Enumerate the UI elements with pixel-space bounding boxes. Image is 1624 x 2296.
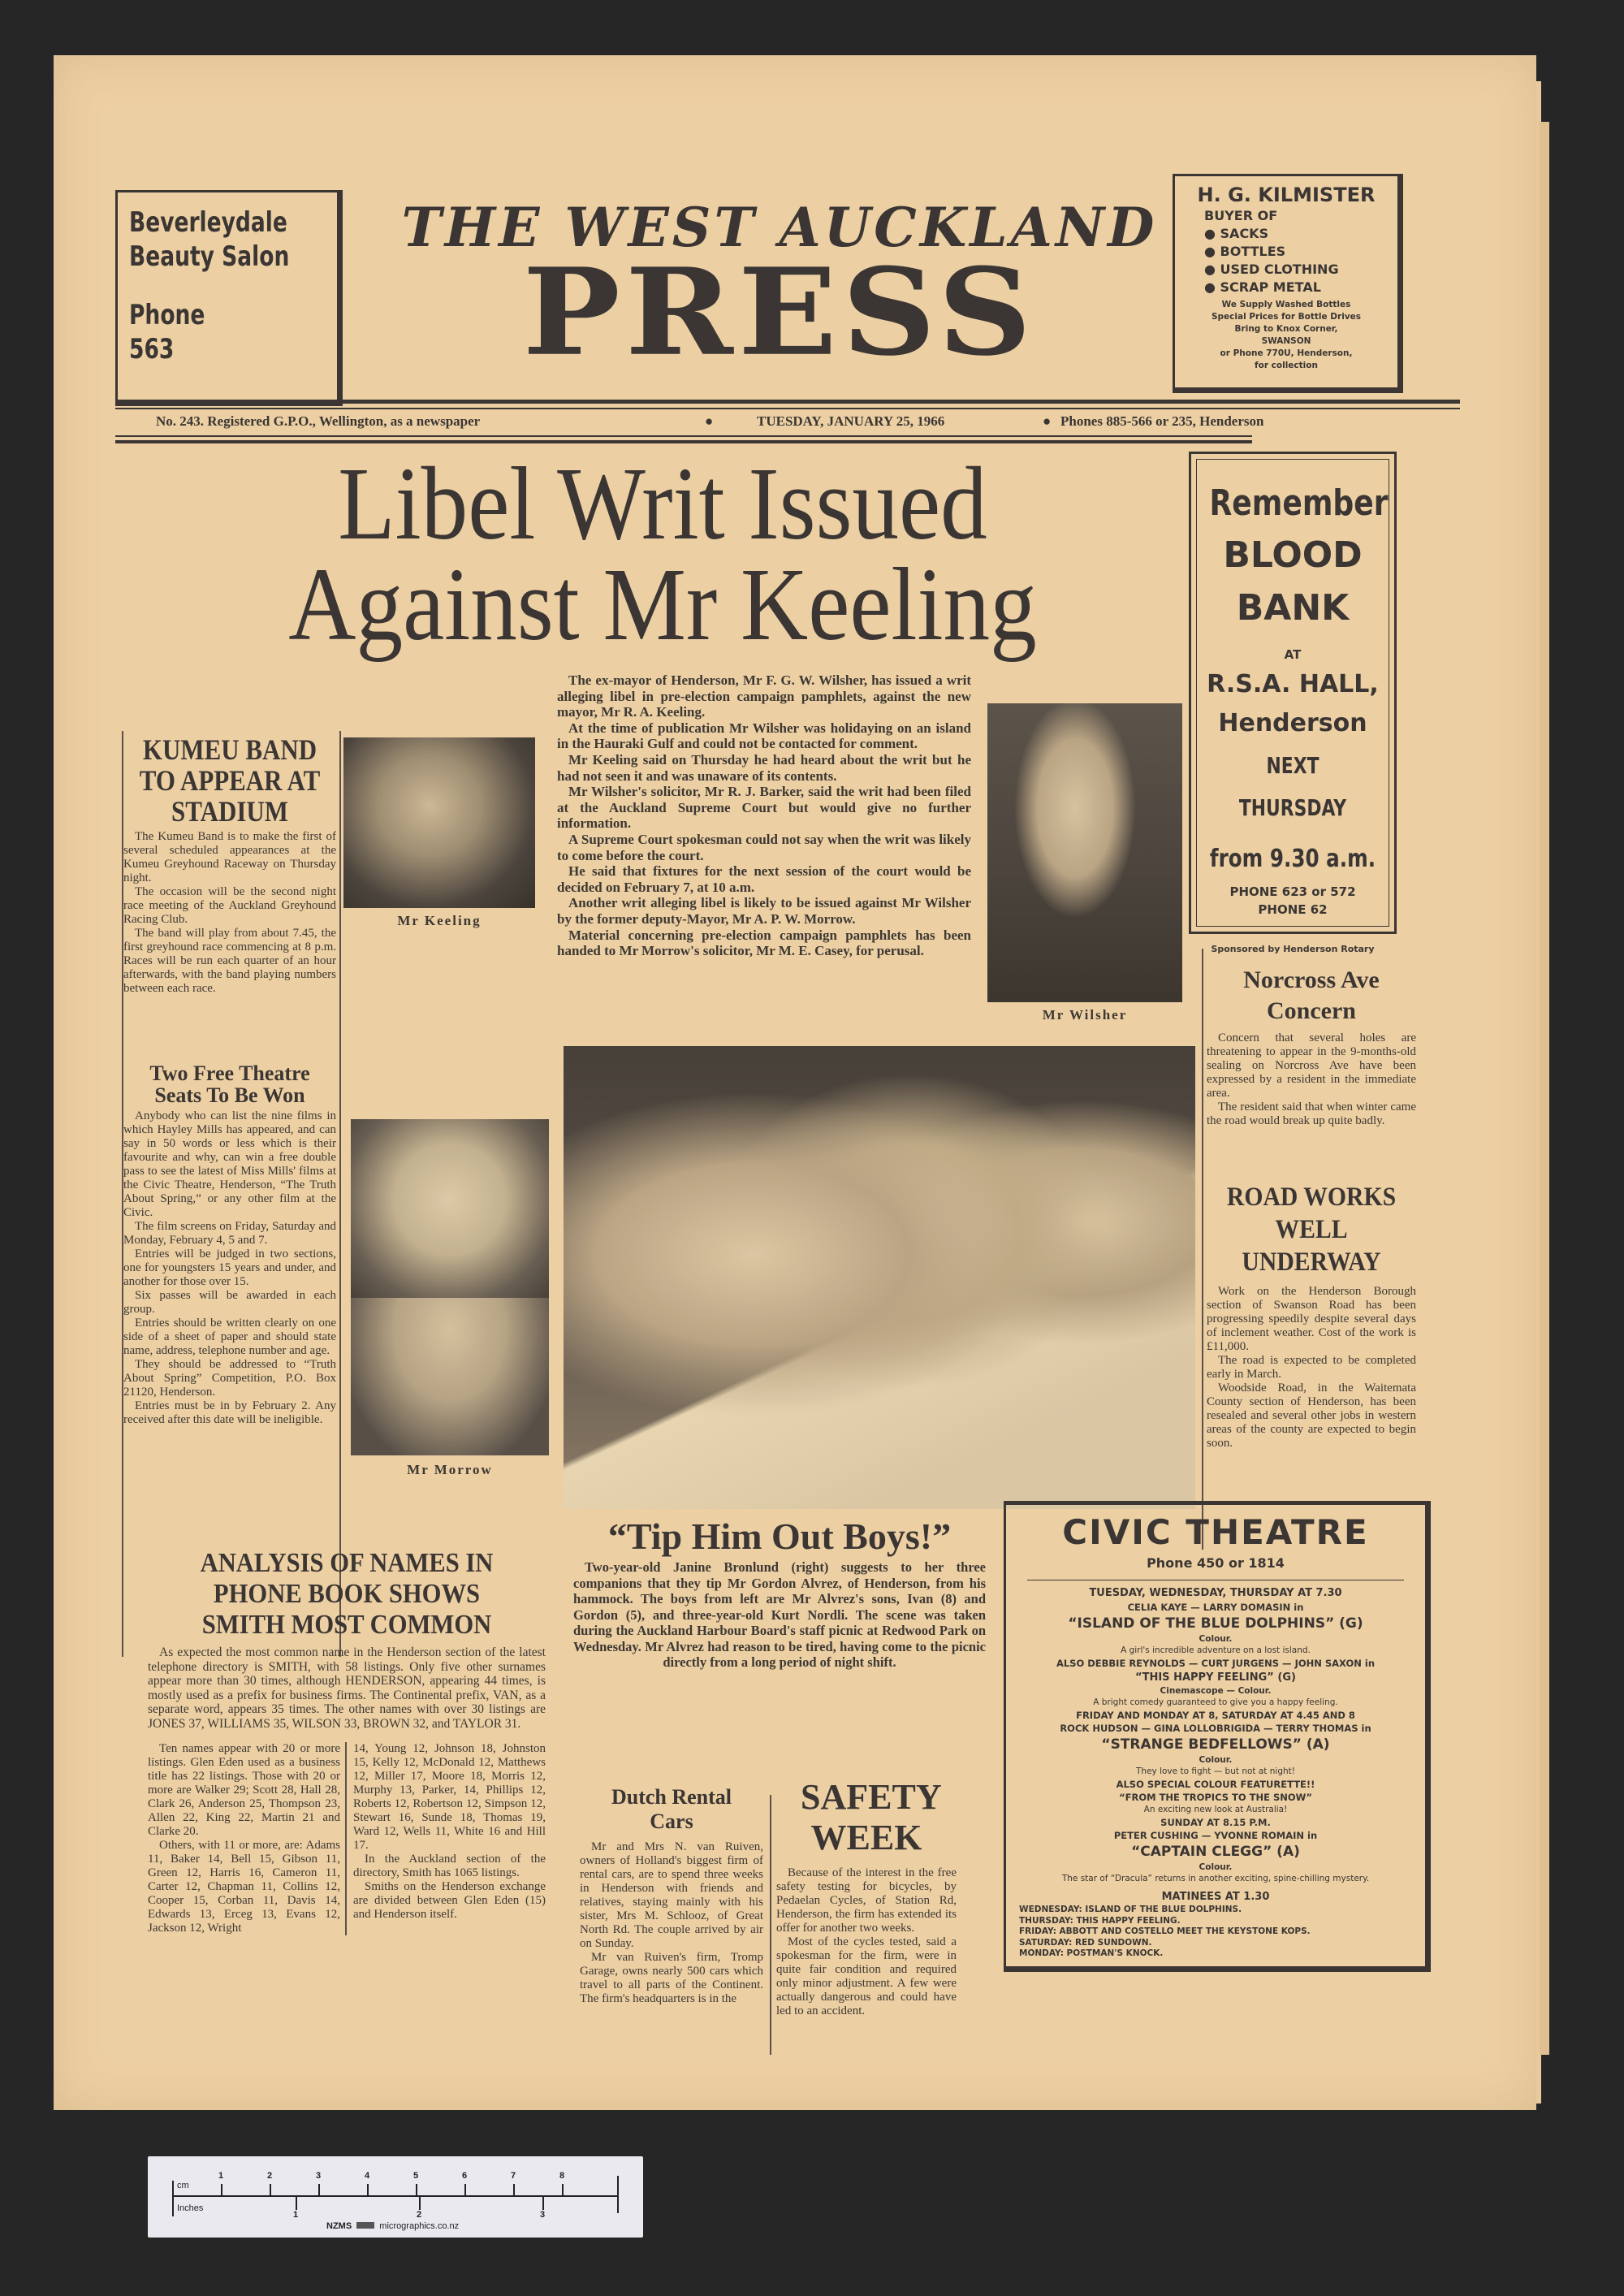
- civic-program-line: PETER CUSHING — YVONNE ROMAIN in: [1113, 1830, 1318, 1841]
- ruler-line: [172, 2195, 619, 2197]
- theatre-seats-story: [123, 1062, 336, 1427]
- civic-program-line: SUNDAY AT 8.15 P.M.: [1160, 1817, 1271, 1828]
- kumeu-headline: KUMEU BAND TO APPEAR AT STADIUM: [139, 733, 321, 828]
- civic-program-line: CELIA KAYE — LARRY DOMASIN in: [1127, 1602, 1304, 1613]
- ruler-cm-number: 5: [413, 2171, 419, 2181]
- roadworks-paragraph: Work on the Henderson Borough section of Swanson Road has been progressing speedily despite several days of inclement weather. Cost of the work is £11,000.: [1207, 1285, 1416, 1353]
- dateline-rule: [115, 440, 1252, 443]
- ad-line: Phone: [129, 299, 205, 331]
- civic-program-line: TUESDAY, WEDNESDAY, THURSDAY AT 7.30: [1089, 1587, 1342, 1599]
- tip-story: [568, 1514, 991, 1671]
- ruler-tick: [416, 2184, 417, 2195]
- civic-program-line: Cinemascope — Colour.: [1160, 1686, 1272, 1696]
- ruler-cm-number: 2: [267, 2171, 273, 2181]
- dutch-headline: Dutch Rental Cars: [611, 1785, 732, 1833]
- morrow-caption: Mr Morrow: [407, 1462, 493, 1477]
- back-sheet: [1540, 122, 1549, 2055]
- roadworks-headline: ROAD WORKS WELL UNDERWAY: [1226, 1183, 1397, 1277]
- ad-line: Beverleydale: [129, 206, 287, 239]
- ruler-tick: [318, 2184, 320, 2195]
- column-rule: [339, 731, 341, 1657]
- kilmister-item: ● USED CLOTHING: [1204, 262, 1339, 277]
- kilmister-note: SWANSON: [1261, 336, 1311, 346]
- blood-bank-line: R.S.A. HALL,: [1207, 670, 1379, 698]
- ruler-tick: [270, 2184, 271, 2195]
- civic-program-line: A bright comedy guaranteed to give you a happy feeling.: [1093, 1697, 1338, 1707]
- kilmister-note: for collection: [1255, 361, 1318, 370]
- blood-bank-line: BANK: [1236, 587, 1350, 629]
- ruler-cm-number: 3: [316, 2171, 322, 2181]
- matinee-item: FRIDAY: ABBOTT AND COSTELLO MEET THE KEYSTONE KOPS.: [1019, 1926, 1311, 1936]
- safety-paragraph: Because of the interest in the free safety testing for bicycles, by Pedaelan Cycles, of Station Rd, Henderson, the firm has extended its offer for another two weeks.: [776, 1866, 957, 1935]
- ruler-tick: [464, 2184, 466, 2195]
- civic-program-line: ROCK HUDSON — GINA LOLLOBRIGIDA — TERRY THOMAS in: [1060, 1723, 1371, 1734]
- bullet: ●: [1043, 413, 1052, 429]
- kilmister-name: H. G. KILMISTER: [1197, 184, 1376, 206]
- kilmister-note: or Phone 770U, Henderson,: [1220, 348, 1353, 358]
- blood-bank-line: PHONE 62: [1258, 902, 1328, 917]
- wilsher-photo: [987, 703, 1182, 1002]
- ruler-tick: [296, 2195, 297, 2210]
- blood-bank-line: NEXT THURSDAY: [1238, 752, 1347, 821]
- lead-headline: [180, 446, 1145, 662]
- ruler-cm-number: 4: [365, 2171, 370, 2181]
- matinees-title: MATINEES AT 1.30: [1161, 1891, 1270, 1903]
- keeling-photo: [343, 737, 535, 908]
- dateline: [115, 411, 1460, 432]
- beverleydale-ad: [115, 190, 343, 406]
- ruler-inch-number: 3: [540, 2210, 546, 2220]
- phone-info: Phones 885-566 or 235, Henderson: [1060, 413, 1264, 429]
- blood-bank-sponsor: Sponsored by Henderson Rotary: [1211, 944, 1375, 954]
- civic-program-line: ALSO DEBBIE REYNOLDS — CURT JURGENS — JOHN SAXON in: [1056, 1658, 1376, 1669]
- theatre-seats-paragraph: Entries will be judged in two sections, one for youngsters 15 years and under, and another for those over 15.: [123, 1247, 336, 1288]
- kumeu-story: [123, 734, 336, 996]
- names-headline: ANALYSIS OF NAMES IN PHONE BOOK SHOWS SMITH MOST COMMON: [200, 1548, 494, 1640]
- kumeu-paragraph: The band will play from about 7.45, the first greyhound race commencing at 8 p.m. Races will be run each quarter of an hour afterwards, with the band playing numbers between each race.: [123, 927, 336, 995]
- pod-icon: [356, 2222, 374, 2229]
- lead-paragraph: Another writ alleging libel is likely to be issued against Mr Wilsher by the former deputy-Mayor, Mr A. P. W. Morrow.: [557, 895, 971, 927]
- civic-program-line: “THIS HAPPY FEELING” (G): [1135, 1671, 1296, 1684]
- safety-story: [776, 1777, 957, 2018]
- lead-paragraph: He said that fixtures for the next session of the court would be decided on February 7, at 10 a.m.: [557, 863, 971, 895]
- ruler-cm-number: 7: [511, 2171, 516, 2181]
- tip-caption-text: [568, 1559, 991, 1671]
- safety-headline: SAFETY WEEK: [801, 1777, 942, 1857]
- kilmister-note: Bring to Knox Corner,: [1234, 324, 1338, 334]
- civic-program-line: ALSO SPECIAL COLOUR FEATURETTE!!: [1116, 1779, 1315, 1790]
- ad-line: Beauty Salon: [129, 240, 290, 273]
- lead-paragraph: A Supreme Court spokesman could not say when the writ was likely to come before the court.: [557, 831, 971, 863]
- civic-program-line: Colour.: [1199, 1755, 1233, 1765]
- blood-bank-line: PHONE 623 or 572: [1229, 884, 1356, 899]
- names-paragraph: Ten names appear with 20 or more listings. Glen Eden used as a business title has 22 listings. Those with 20 or more are Walker 29; Scott 28, Hall 28, Clark 26, Anderson 25, Thompson 23, Allen 22, King 22, Martin 21 and Clarke 20.: [148, 1742, 340, 1838]
- scale-ruler: [148, 2156, 643, 2238]
- theatre-seats-paragraph: Anybody who can list the nine films in which Hayley Mills has appeared, and can say in 50 words or less which is their favourite and why, can win a free double pass to see the latest of Miss Mills' films at the Civic Theatre, Henderson, “The Truth About Spring,” or any other film at the Civic.: [123, 1109, 336, 1219]
- roadworks-paragraph: Woodside Road, in the Waitemata County section of Henderson, has been resealed and several other jobs in western areas of the county are expected to begin soon.: [1207, 1381, 1416, 1450]
- blood-bank-line: Remember: [1209, 482, 1389, 524]
- ruler-cm-number: 8: [559, 2171, 565, 2181]
- masthead-rule: [115, 400, 1460, 404]
- civic-program-line: “FROM THE TROPICS TO THE SNOW”: [1119, 1792, 1312, 1803]
- ruler-website: micrographics.co.nz: [379, 2221, 460, 2231]
- ruler-inch-number: 2: [417, 2210, 422, 2220]
- norcross-paragraph: The resident said that when winter came the road would break up quite badly.: [1207, 1100, 1416, 1127]
- ruler-tick: [367, 2184, 369, 2195]
- masthead-title-top: THE WEST AUCKLAND: [401, 196, 1158, 259]
- civic-program-line: The star of “Dracula” returns in another exciting, spine-chilling mystery.: [1061, 1874, 1370, 1883]
- blood-bank-line: BLOOD: [1223, 534, 1363, 576]
- issue-date: TUESDAY, JANUARY 25, 1966: [757, 413, 945, 429]
- ruler-inch-number: 1: [293, 2210, 299, 2220]
- kilmister-item: ● SCRAP METAL: [1204, 279, 1321, 295]
- civic-program-line: Colour.: [1199, 1634, 1233, 1644]
- wilsher-caption: Mr Wilsher: [1042, 1007, 1128, 1023]
- lead-paragraph: Material concerning pre-election campaign pamphlets has been handed to Mr Morrow's solicitor, Mr M. E. Casey, for perusal.: [557, 927, 971, 959]
- nzms-logo: NZMS: [326, 2221, 352, 2231]
- matinee-item: WEDNESDAY: ISLAND OF THE BLUE DOLPHINS.: [1019, 1905, 1242, 1914]
- theatre-seats-paragraph: They should be addressed to “Truth About Spring” Competition, P.O. Box 21120, Henderson.: [123, 1358, 336, 1399]
- blood-bank-line: from 9.30 a.m.: [1209, 845, 1376, 873]
- keeling-caption: Mr Keeling: [397, 913, 482, 928]
- civic-title: CIVIC THEATRE: [1062, 1512, 1369, 1552]
- theatre-seats-paragraph: Six passes will be awarded in each group.: [123, 1289, 336, 1316]
- civic-program-line: They love to fight — but not at night!: [1136, 1766, 1295, 1776]
- kilmister-note: We Supply Washed Bottles: [1221, 300, 1351, 309]
- ruler-cm-number: 1: [218, 2171, 224, 2181]
- safety-paragraph: Most of the cycles tested, said a spokesman for the firm, were in quite fair condition and required only minor adjustment. A few were actually dangerous and could have led to an accident.: [776, 1935, 957, 2017]
- kumeu-paragraph: The Kumeu Band is to make the first of several scheduled appearances at the Kumeu Greyhound Raceway on Thursday night.: [123, 830, 336, 884]
- ruler-tick: [513, 2184, 515, 2195]
- dutch-paragraph: Mr van Ruiven's firm, Tromp Garage, owns nearly 500 cars which travel to all parts of the Continent. The firm's headquarters is in the: [580, 1951, 763, 2005]
- dutch-paragraph: Mr and Mrs N. van Ruiven, owners of Holland's biggest firm of rental cars, are to spend three weeks in Henderson with friends and relatives, staying mainly with his sister, Mrs M. Schlooz, of Great North Rd. The couple arrived by air on Sunday.: [580, 1840, 763, 1950]
- civic-program-line: “ISLAND OF THE BLUE DOLPHINS” (G): [1068, 1615, 1363, 1632]
- morrow-photo-lower: [351, 1298, 549, 1455]
- kilmister-note: Special Prices for Bottle Drives: [1211, 312, 1362, 322]
- norcross-story: [1207, 965, 1416, 1128]
- blood-bank-line: Henderson: [1218, 709, 1367, 737]
- column-rule: [770, 1795, 771, 2055]
- ruler-cm-number: 6: [462, 2171, 468, 2181]
- ruler-tick: [221, 2184, 222, 2195]
- lead-paragraph: Mr Keeling said on Thursday he had heard about the writ but he had not seen it and was unaware of its contents.: [557, 751, 971, 784]
- kumeu-paragraph: The occasion will be the second night race meeting of the Auckland Greyhound Racing Club.: [123, 885, 336, 926]
- hammock-photo: [564, 1046, 1195, 1509]
- ruler-brand: [326, 2221, 459, 2231]
- norcross-paragraph: Concern that several holes are threatening to appear in the 9-months-old sealing on Norcross Ave have been expressed by a resident in the immediate area.: [1207, 1031, 1416, 1100]
- headline-line: Against Mr Keeling: [288, 547, 1037, 662]
- bullet: ●: [705, 413, 714, 429]
- civic-phone: Phone 450 or 1814: [1147, 1555, 1285, 1571]
- civic-program-line: “CAPTAIN CLEGG” (A): [1131, 1844, 1300, 1860]
- names-story: [148, 1548, 546, 1935]
- ruler-tick: [562, 2184, 564, 2195]
- names-paragraph: In the Auckland section of the directory, Smith has 1065 listings.: [353, 1853, 546, 1879]
- dateline-rule: [115, 435, 1252, 437]
- civic-program: [1019, 1585, 1412, 1885]
- names-intro: As expected the most common name in the Henderson section of the latest telephone directory is SMITH, with 58 listings. Only five other surnames appear more than 30 times, although HENDERSON, appearing 44 times, is mostly used as a prefix for business firms. The Continental prefix, VAN, as a separate word, appears 35 times. The other names with over 30 listings are JONES 37, WILLIAMS 35, WILSON 33, BROWN 32, and TAYLOR 31.: [148, 1645, 546, 1731]
- matinee-item: THURSDAY: THIS HAPPY FEELING.: [1019, 1915, 1181, 1926]
- civic-program-line: A girl's incredible adventure on a lost island.: [1121, 1645, 1311, 1655]
- roadworks-story: [1207, 1181, 1416, 1451]
- masthead-title-press: PRESS: [522, 241, 1037, 383]
- kilmister-item: ● BOTTLES: [1204, 244, 1286, 259]
- lead-paragraph: At the time of publication Mr Wilsher was holidaying on an island in the Hauraki Gulf and could not be contacted for comment.: [557, 720, 971, 752]
- theatre-seats-paragraph: The film screens on Friday, Saturday and Monday, February 4, 5 and 7.: [123, 1220, 336, 1247]
- names-column-1: [148, 1742, 347, 1935]
- matinee-item: SATURDAY: RED SUNDOWN.: [1019, 1937, 1152, 1948]
- matinee-item: MONDAY: POSTMAN'S KNOCK.: [1019, 1948, 1164, 1958]
- tip-paragraph: Two-year-old Janine Bronlund (right) suggests to her three companions that they tip Mr Gordon Alvrez, of Henderson, from his hammock. The boys from left are Mr Alvrez's sons, Ivan (8) and Gordon (5), and three-year-old Kurt Nordli. The scene was taken during the Auckland Harbour Board's staff picnic at Redwood Park on Wednesday. Mr Alvrez had reason to be tired, having come to the picnic directly from a long period of night shift.: [573, 1559, 986, 1670]
- lead-paragraph: The ex-mayor of Henderson, Mr F. G. W. Wilsher, has issued a writ alleging libel in pre-election campaign pamphlets, against the new mayor, Mr R. A. Keeling.: [557, 672, 971, 720]
- names-paragraph: 14, Young 12, Johnson 18, Johnston 15, Kelly 12, McDonald 12, Matthews 12, Miller 17, Moore 18, Morris 12, Murphy 13, Parker, 14, Phillips 12, Roberts 12, Robertson 12, Simpson 12, Stewart 16, Sunde 18, Thomas 19, Ward 12, Wells 11, White 16 and Hill 17.: [353, 1742, 546, 1852]
- theatre-seats-paragraph: Entries must be in by February 2. Any received after this date will be ineligible.: [123, 1399, 336, 1426]
- ruler-end: [617, 2176, 619, 2213]
- kilmister-ad: [1173, 174, 1403, 393]
- kilmister-item: ● SACKS: [1204, 226, 1269, 241]
- masthead-rule: [115, 408, 1460, 409]
- headline-line: Libel Writ Issued: [338, 446, 987, 561]
- issue-info: No. 243. Registered G.P.O., Wellington, as a newspaper: [156, 413, 481, 429]
- morrow-photo: [351, 1119, 549, 1298]
- ad-phone: 563: [129, 333, 175, 365]
- theatre-seats-paragraph: Entries should be written clearly on one side of a sheet of paper and should state name, address, telephone number and age.: [123, 1317, 336, 1357]
- ruler-cm-label: cm: [177, 2181, 189, 2190]
- civic-program-line: “STRANGE BEDFELLOWS” (A): [1101, 1736, 1330, 1753]
- lead-paragraph: Mr Wilsher's solicitor, Mr R. J. Barker, said the writ had been filed at the Auckland Supreme Court but would give no further information.: [557, 784, 971, 832]
- column-rule: [1202, 949, 1203, 1550]
- newspaper-page: [54, 55, 1536, 2110]
- names-paragraph: Others, with 11 or more, are: Adams 11, Baker 14, Bell 15, Gibson 11, Green 12, Harris 16, Cameron 11, Carter 12, Chapman 11, Collins 12, Cooper 15, Corban 11, Davis 14, Edwards 13, Erceg 13, Evans 12, Jackson 12, Wright: [148, 1839, 340, 1935]
- civic-program-line: FRIDAY AND MONDAY AT 8, SATURDAY AT 4.45 AND 8: [1076, 1710, 1355, 1721]
- ruler-inches-label: Inches: [177, 2203, 204, 2213]
- civic-program-line: An exciting new look at Australia!: [1143, 1805, 1288, 1814]
- civic-program-line: Colour.: [1199, 1862, 1233, 1872]
- dutch-story: [580, 1785, 763, 2006]
- names-column-2: [353, 1742, 546, 1935]
- names-paragraph: Smiths on the Henderson exchange are divided between Glen Eden (15) and Henderson itself.: [353, 1880, 546, 1921]
- blood-bank-ad: [1189, 452, 1397, 954]
- ruler-end: [172, 2181, 174, 2216]
- kilmister-subtitle: BUYER OF: [1204, 208, 1278, 223]
- ruler-tick: [419, 2195, 421, 2210]
- tip-headline: “Tip Him Out Boys!”: [607, 1516, 952, 1557]
- roadworks-paragraph: The road is expected to be completed early in March.: [1207, 1354, 1416, 1381]
- ruler-tick: [542, 2195, 544, 2210]
- norcross-headline: Norcross Ave Concern: [1243, 966, 1380, 1024]
- lead-story-body: [557, 672, 971, 959]
- civic-theatre-ad: [1004, 1501, 1431, 1972]
- theatre-seats-headline: Two Free Theatre Seats To Be Won: [149, 1062, 310, 1107]
- blood-bank-line: AT: [1284, 647, 1302, 662]
